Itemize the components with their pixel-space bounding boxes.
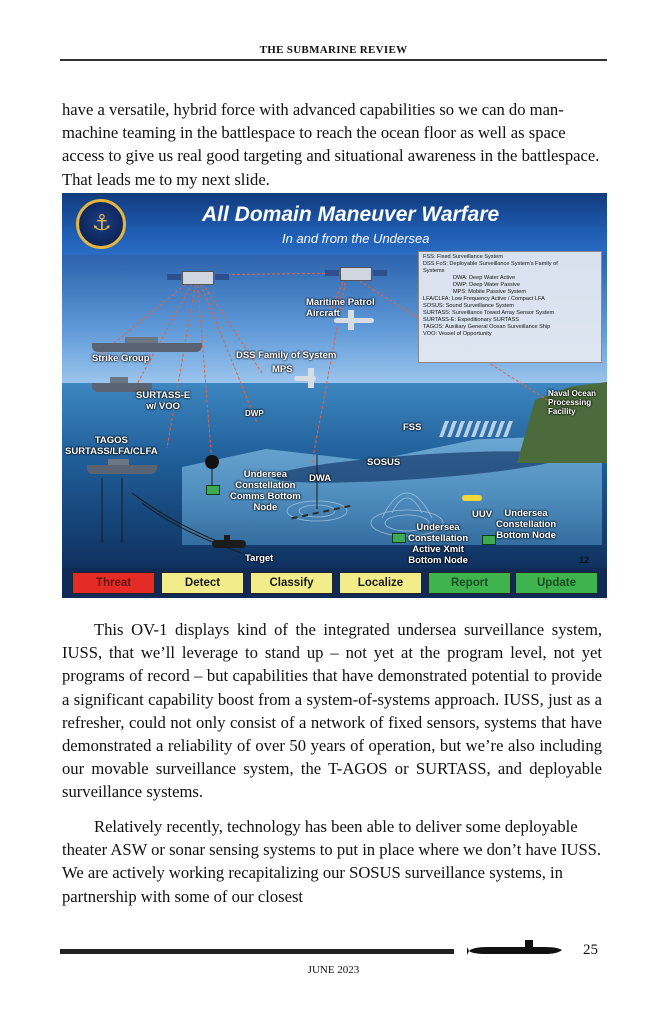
fss-array-grid <box>439 421 515 437</box>
submarine-icon <box>467 938 567 958</box>
label-fss: FSS <box>403 422 422 433</box>
uuv-icon <box>462 495 482 501</box>
label-sosus: SOSUS <box>367 457 401 468</box>
legend-entry: FSS: Fixed Surveillance System <box>423 254 503 260</box>
slide-number: 12 <box>579 555 590 565</box>
label-target: Target <box>245 553 274 564</box>
strike-group-ship-icon <box>92 343 202 352</box>
label-uuv: UUV <box>472 509 493 520</box>
label-naval-ocean-facility: Naval Ocean Processing Facility <box>548 389 597 416</box>
running-footer: JUNE 2023 <box>307 964 360 976</box>
legend-entry: SURTASS: Surveillance Towed Array Sensor System <box>423 310 555 316</box>
legend-entry: DWP: Deep Water Passive <box>453 282 520 288</box>
label-dss-family: DSS Family of System <box>236 350 337 361</box>
target-submarine-icon <box>212 540 246 548</box>
detect-button: Detect <box>161 572 244 594</box>
label-active-xmit-node: Undersea Constellation Active Xmit Bottom Node <box>408 522 469 566</box>
update-button: Update <box>515 572 598 594</box>
label-dwp: DWP <box>245 409 264 418</box>
active-xmit-node-icon <box>392 533 406 543</box>
legend-entry: VOO: Vessel of Opportunity <box>423 331 492 337</box>
legend-entry: LFA/CLFA: Low Frequency Active / Compact LFA <box>423 296 545 302</box>
label-surtass-e: SURTASS-E w/ VOO <box>136 390 191 412</box>
legend-entry: MPS: Mobile Passive System <box>453 289 527 295</box>
comms-bottom-node-icon <box>206 485 220 495</box>
bottom-node-icon <box>482 535 496 545</box>
legend-entry: DSS FoS: Deployable Surveillance System's Family of <box>423 261 558 267</box>
legend-entry: DWA: Deep Water Active <box>453 275 516 281</box>
page-number: 25 <box>583 942 598 958</box>
legend-entry: SOSUS: Sound Surveillance System <box>423 303 515 309</box>
label-mps: MPS <box>272 364 293 375</box>
satellite-icon <box>182 271 214 285</box>
body-paragraph-3: Relatively recently, technology has been able to deliver some deployable theater ASW or sonar sensing systems to put in place where we don’t have IUSS. We are actively working recapitalizing our SOSUS surveillance systems, in partnership with some of our closest <box>62 817 602 906</box>
report-button: Report <box>428 572 511 594</box>
legend-entry: TAGOS: Auxiliary General Ocean Surveillance Ship <box>423 324 551 330</box>
navy-emblem-icon <box>76 199 126 249</box>
figure-subtitle: In and from the Undersea <box>282 231 430 246</box>
threat-button: Threat <box>72 572 155 594</box>
localize-button: Localize <box>339 572 422 594</box>
header-rule <box>60 59 607 61</box>
tagos-ship-icon <box>87 465 157 474</box>
label-dwa: DWA <box>309 473 332 484</box>
acronym-legend <box>418 251 602 363</box>
body-paragraph-1: have a versatile, hybrid force with advanced capabilities so we can do man-machine teaming in the battlespace to reach the ocean floor as well as space access to give us real good targeting and situational awareness in the battlespace. That leads me to my next slide. <box>62 100 600 189</box>
label-strike-group: Strike Group <box>92 353 150 364</box>
body-paragraph-2: This OV-1 displays kind of the integrated undersea surveillance system, IUSS, that we’ll leverage to stand up – not yet at the program level, not yet programs of record – but capabilities that have demonstrated potential to provide a significant capability boost from a system-of-systems approach. IUSS, just as a refresher, could not only consist of a network of fixed sensors, systems that have demonstrated a reliability of over 50 years of operation, but we’re also including our movable surveillance system, the T-AGOS or SURTASS, and deployable surveillance systems. <box>62 620 602 802</box>
classify-button: Classify <box>250 572 333 594</box>
label-tagos: TAGOS SURTASS/LFA/CLFA <box>65 435 158 457</box>
figure-title: All Domain Maneuver Warfare <box>202 203 500 226</box>
legend-entry: Systems <box>423 268 445 274</box>
legend-entry: SURTASS-E: Expeditionary SURTASS <box>423 317 519 323</box>
label-comms-bottom-node: Undersea Constellation Comms Bottom Node <box>230 469 301 513</box>
kill-chain-bar <box>62 569 607 598</box>
satellite-icon <box>340 267 372 281</box>
comms-buoy-icon <box>205 455 219 469</box>
footer-rule <box>60 949 454 954</box>
label-bottom-node: Undersea Constellation Bottom Node <box>496 508 557 541</box>
ov1-figure <box>62 193 607 598</box>
label-maritime-patrol: Maritime Patrol Aircraft <box>306 297 375 319</box>
running-header: THE SUBMARINE REVIEW <box>259 44 408 56</box>
mps-drone-icon <box>294 376 316 381</box>
